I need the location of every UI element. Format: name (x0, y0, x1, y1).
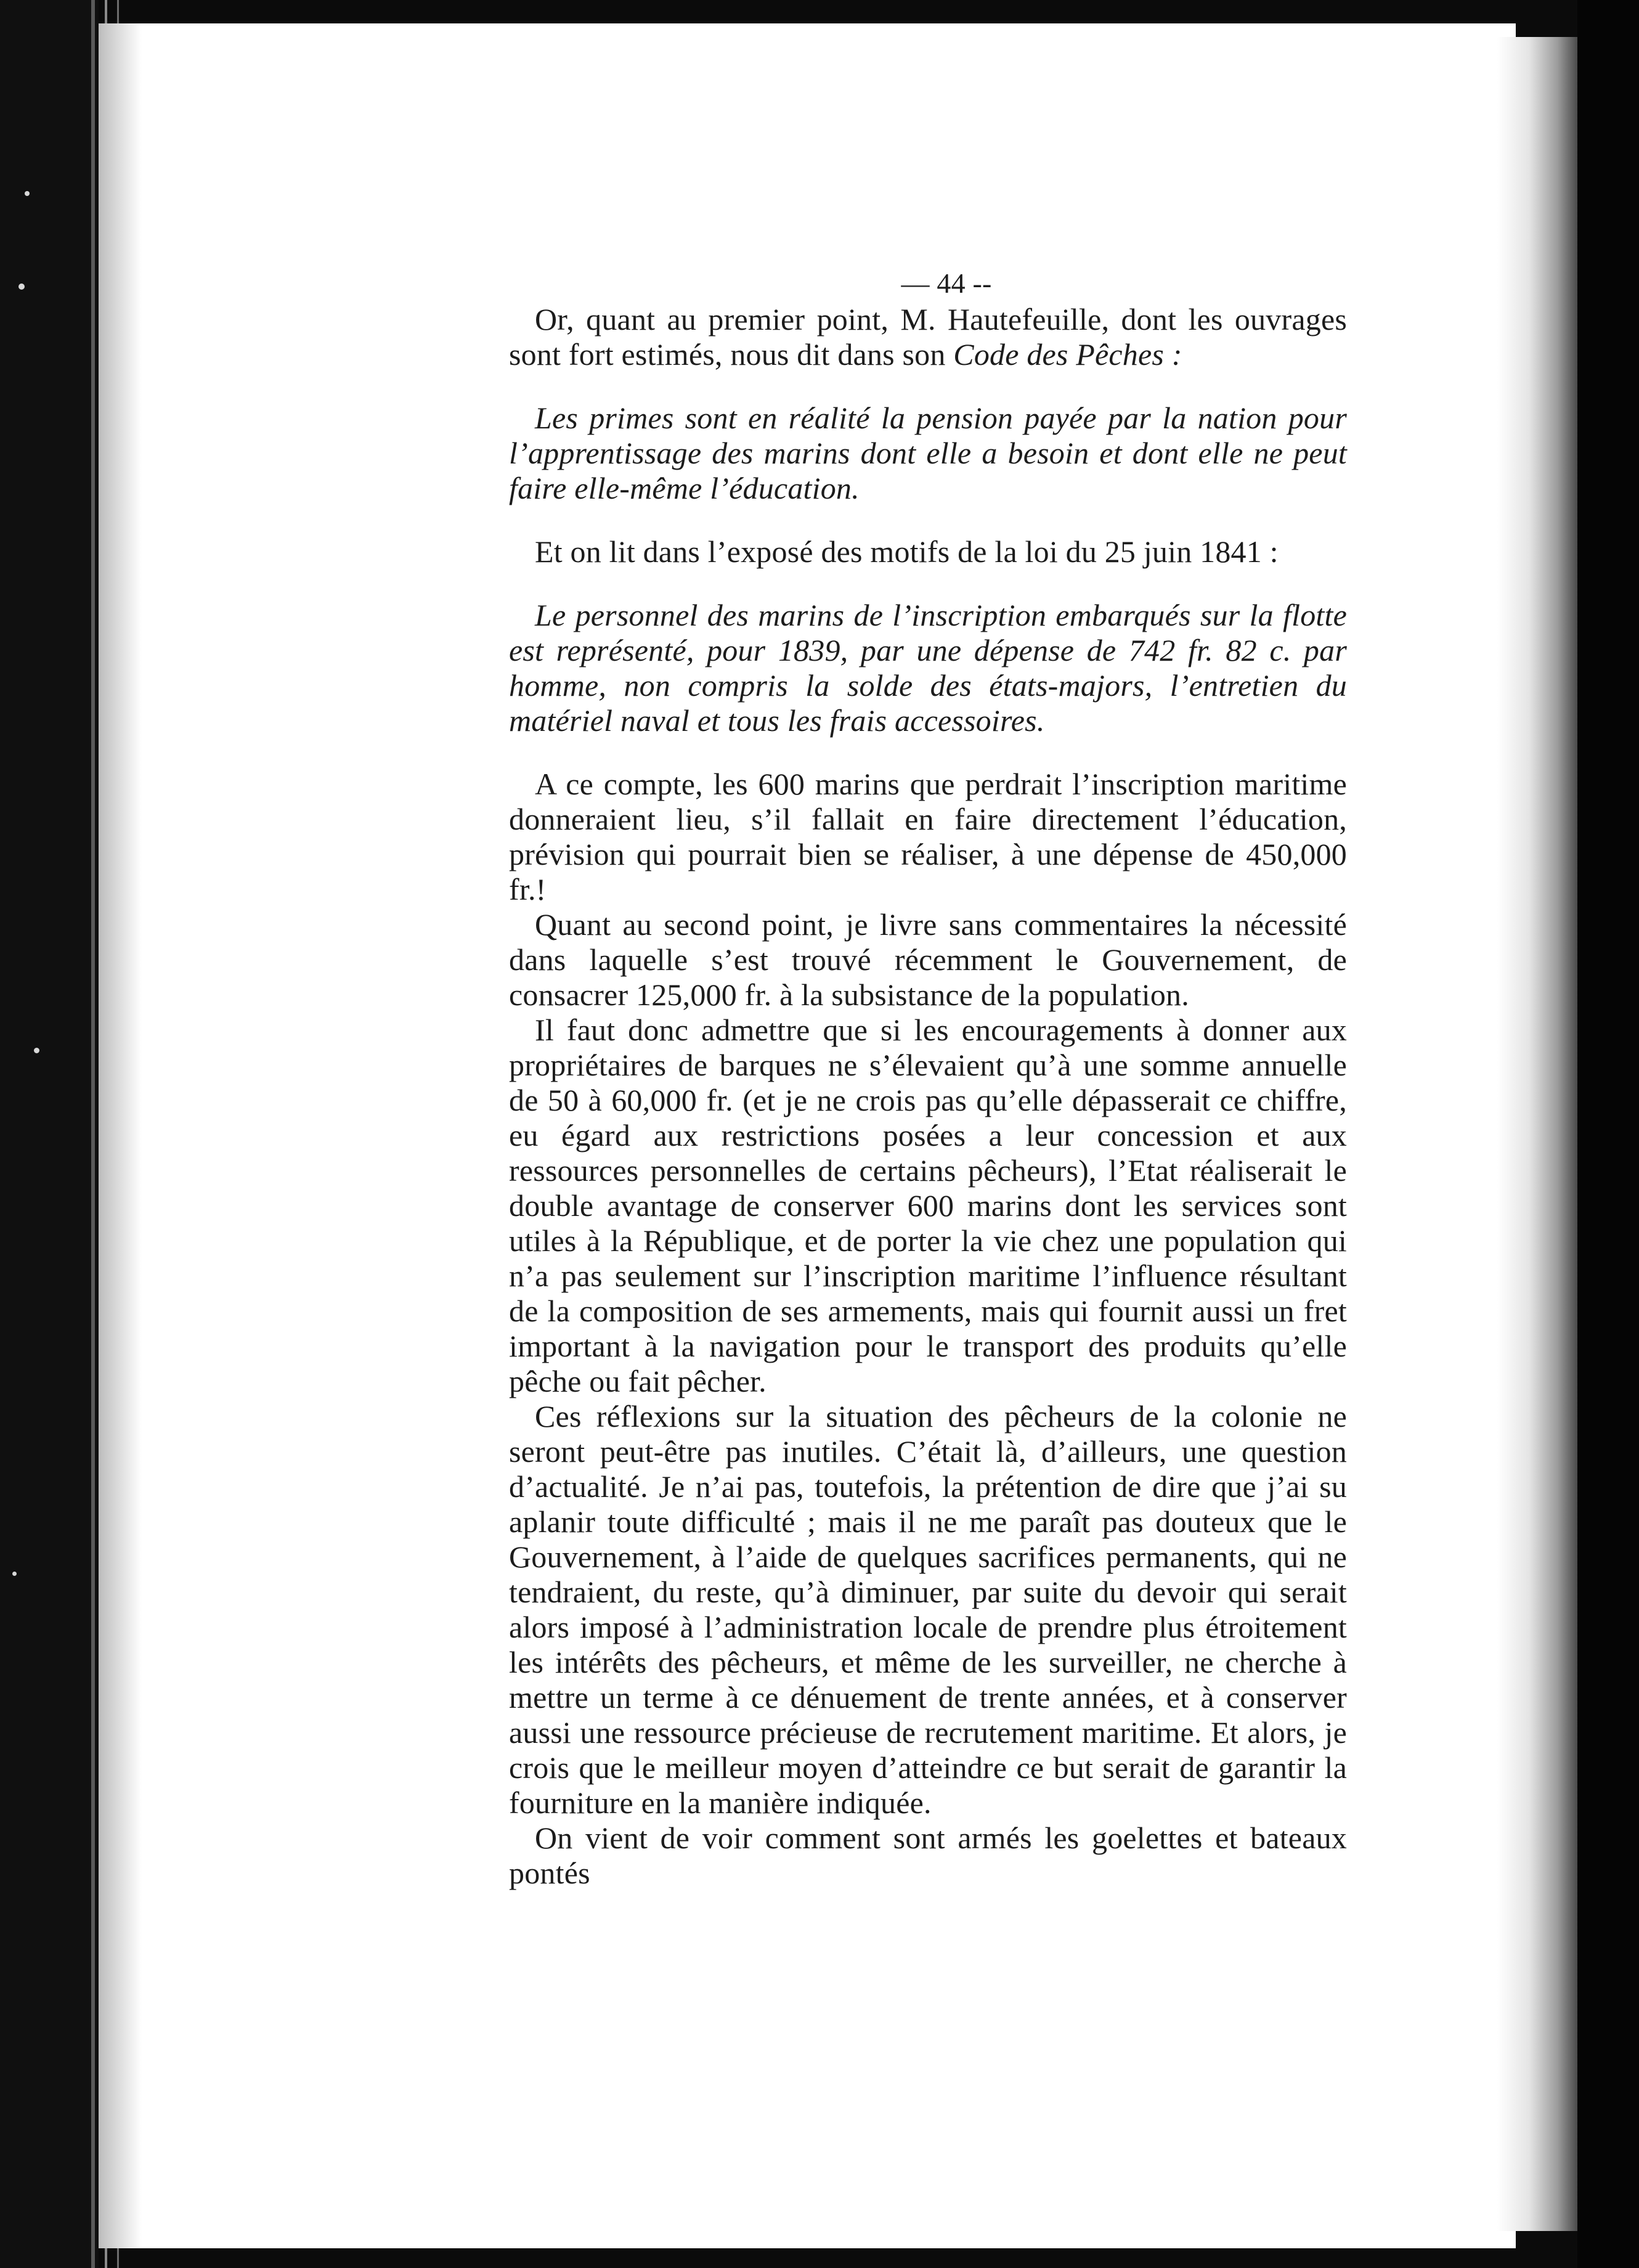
scan-streak (91, 0, 95, 2268)
paragraph-7: Il faut donc admettre que si les encouragements à donner aux propriétaires de barques ne s’élevaient qu’à une somme annuelle de 50 à 60,000 fr. (et je ne crois pas qu’elle dépasserait ce chiffre, eu égard aux restrictions posées a leur concession et aux ressources personnelles de certains pêcheurs), l’Etat réaliserait le double avantage de conserver 600 marins dont les services sont utiles à la République, et de porter la vie chez une population qui n’a pas seulement sur l’inscription maritime l’influence résultant de la composition de ses armements, mais qui fournit aussi un fret important à la navigation pour le transport des produits qu’elle pêche ou fait pêcher. (509, 1013, 1347, 1398)
paragraph-8: Ces réflexions sur la situation des pêcheurs de la colonie ne seront peut-être pas inutiles. C’était là, d’ailleurs, une question d’actualité. Je n’ai pas, toutefois, la prétention de dire que j’ai su aplanir toute difficulté ; mais il ne me paraît pas douteux que le Gouvernement, à l’aide de quelques sacrifices permanents, qui ne tendraient, du reste, qu’à diminuer, par suite du devoir qui serait alors imposé à l’administration locale de prendre plus étroitement les intérêts des pêcheurs, et même de les surveiller, ne cherche à mettre un terme à ce dénuement de trente années, et à conserver aussi une ressource précieuse de recrutement maritime. Et alors, je crois que le meilleur moyen d’atteindre ce but serait de garantir la fourniture en la manière indiquée. (509, 1399, 1347, 1820)
scan-speck (18, 284, 25, 290)
quote-1: Les primes sont en réalité la pension payée par la nation pour l’apprentissage des marins dont elle a besoin et dont elle ne peut faire elle-même l’éducation. (509, 401, 1347, 505)
page-text (509, 265, 1347, 1891)
right-scan-margin (1577, 0, 1639, 2268)
paragraph-6: Quant au second point, je livre sans commentaires la nécessité dans laquelle s’est trouvé récemment le Gouvernement, de consacrer 125,000 fr. à la subsistance de la population. (509, 907, 1347, 1012)
paragraph-9: On vient de voir comment sont armés les goelettes et bateaux pontés (509, 1821, 1347, 1890)
left-scan-margin (0, 0, 99, 2268)
paragraph-5: A ce compte, les 600 marins que perdrait l’inscription maritime donneraient lieu, s’il fallait en faire directement l’éducation, prévision qui pourrait bien se réaliser, à une dépense de 450,000 fr.! (509, 767, 1347, 907)
scan-speck (12, 1572, 17, 1576)
paragraph-3: Et on lit dans l’exposé des motifs de la loi du 25 juin 1841 : (535, 534, 1279, 569)
page-number: — 44 -- (901, 267, 992, 299)
book-title: Code des Pêches : (953, 337, 1182, 372)
scan-speck (34, 1048, 39, 1053)
paragraph-1 (509, 302, 1347, 372)
right-page-edge (1497, 37, 1577, 2231)
quote-2: Le personnel des marins de l’inscription embarqués sur la flotte est représenté, pour 1839, par une dépense de 742 fr. 82 c. par homme, non compris la solde des états-majors, l’entretien du matériel naval et tous les frais accessoires. (509, 598, 1347, 738)
paragraph-1-text: Or, quant au premier point, M. Hautefeuille, dont les ouvrages sont fort estimés, nous dit dans son (509, 302, 1347, 372)
page-binding-shadow (99, 23, 142, 2248)
scan-speck (25, 191, 30, 196)
